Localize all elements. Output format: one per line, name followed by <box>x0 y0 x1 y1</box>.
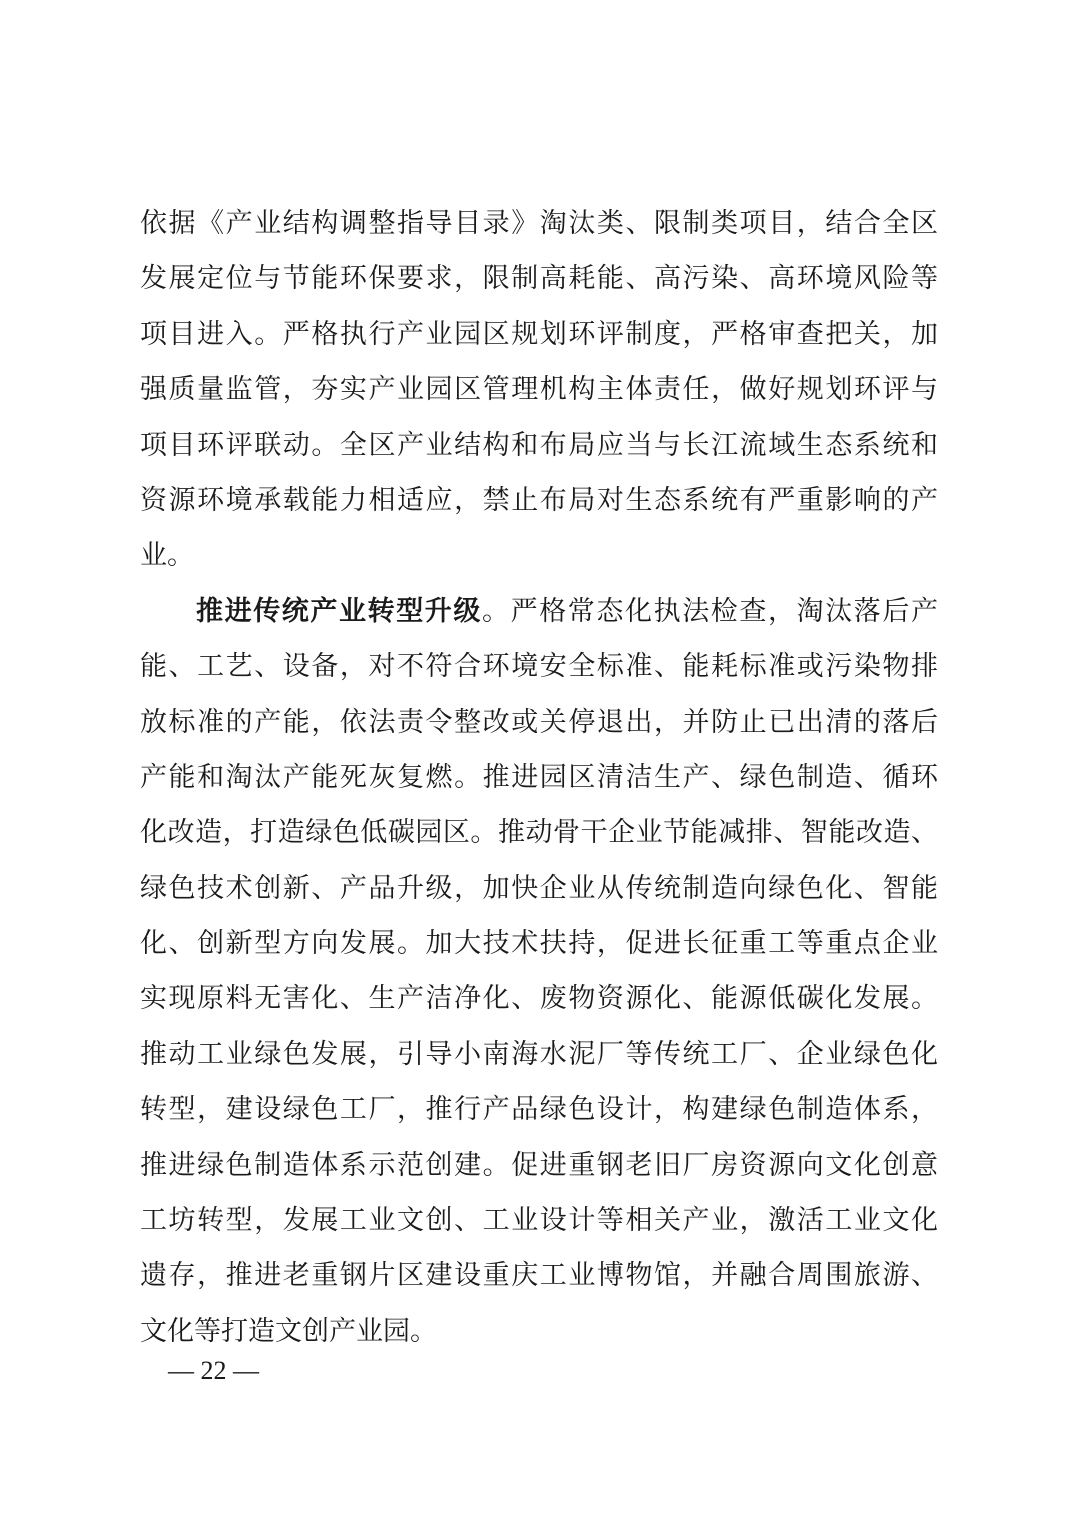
text-line: 业。 <box>140 540 194 572</box>
text-line: 化、创新型方向发展。加大技术扶持，促进长征重工等重点企业 <box>140 928 938 960</box>
text-line: 转型，建设绿色工厂，推行产品绿色设计，构建绿色制造体系， <box>140 1094 938 1126</box>
text-line: 资源环境承载能力相适应，禁止布局对生态系统有严重影响的产 <box>140 484 938 516</box>
text-line: 化改造，打造绿色低碳园区。推动骨干企业节能减排、智能改造、 <box>140 817 938 849</box>
text-line: 绿色技术创新、产品升级，加快企业从传统制造向绿色化、智能 <box>140 872 938 904</box>
text-line: 实现原料无害化、生产洁净化、废物资源化、能源低碳化发展。 <box>140 983 938 1015</box>
text-line: 能、工艺、设备，对不符合环境安全标准、能耗标准或污染物排 <box>140 651 938 683</box>
section-heading: 推进传统产业转型升级 <box>196 595 482 627</box>
text-line: 推动工业绿色发展，引导小南海水泥厂等传统工厂、企业绿色化 <box>140 1038 938 1070</box>
text-line: 推进绿色制造体系示范创建。促进重钢老旧厂房资源向文化创意 <box>140 1149 938 1181</box>
text-run: 。严格常态化执法检查，淘汰落后产 <box>482 595 938 627</box>
text-line: 依据《产业结构调整指导目录》淘汰类、限制类项目，结合全区 <box>140 208 938 239</box>
paragraph-2 <box>140 584 938 1359</box>
paragraph-1 <box>140 196 938 584</box>
paragraph-first-line <box>140 584 938 639</box>
text-line: 文化等打造文创产业园。 <box>140 1315 437 1347</box>
text-line: 遗存，推进老重钢片区建设重庆工业博物馆，并融合周围旅游、 <box>140 1260 938 1292</box>
body-text <box>140 196 938 1359</box>
text-line: 产能和淘汰产能死灰复燃。推进园区清洁生产、绿色制造、循环 <box>140 761 938 793</box>
text-line: 项目进入。严格执行产业园区规划环评制度，严格审查把关，加 <box>140 318 938 350</box>
page-number: — 22 — <box>168 1356 259 1385</box>
text-line: 放标准的产能，依法责令整改或关停退出，并防止已出清的落后 <box>140 706 938 738</box>
text-line: 发展定位与节能环保要求，限制高耗能、高污染、高环境风险等 <box>140 263 938 295</box>
text-line: 强质量监管，夯实产业园区管理机构主体责任，做好规划环评与 <box>140 374 938 406</box>
text-line: 工坊转型，发展工业文创、工业设计等相关产业，激活工业文化 <box>140 1205 938 1237</box>
text-line: 项目环评联动。全区产业结构和布局应当与长江流域生态系统和 <box>140 429 938 461</box>
